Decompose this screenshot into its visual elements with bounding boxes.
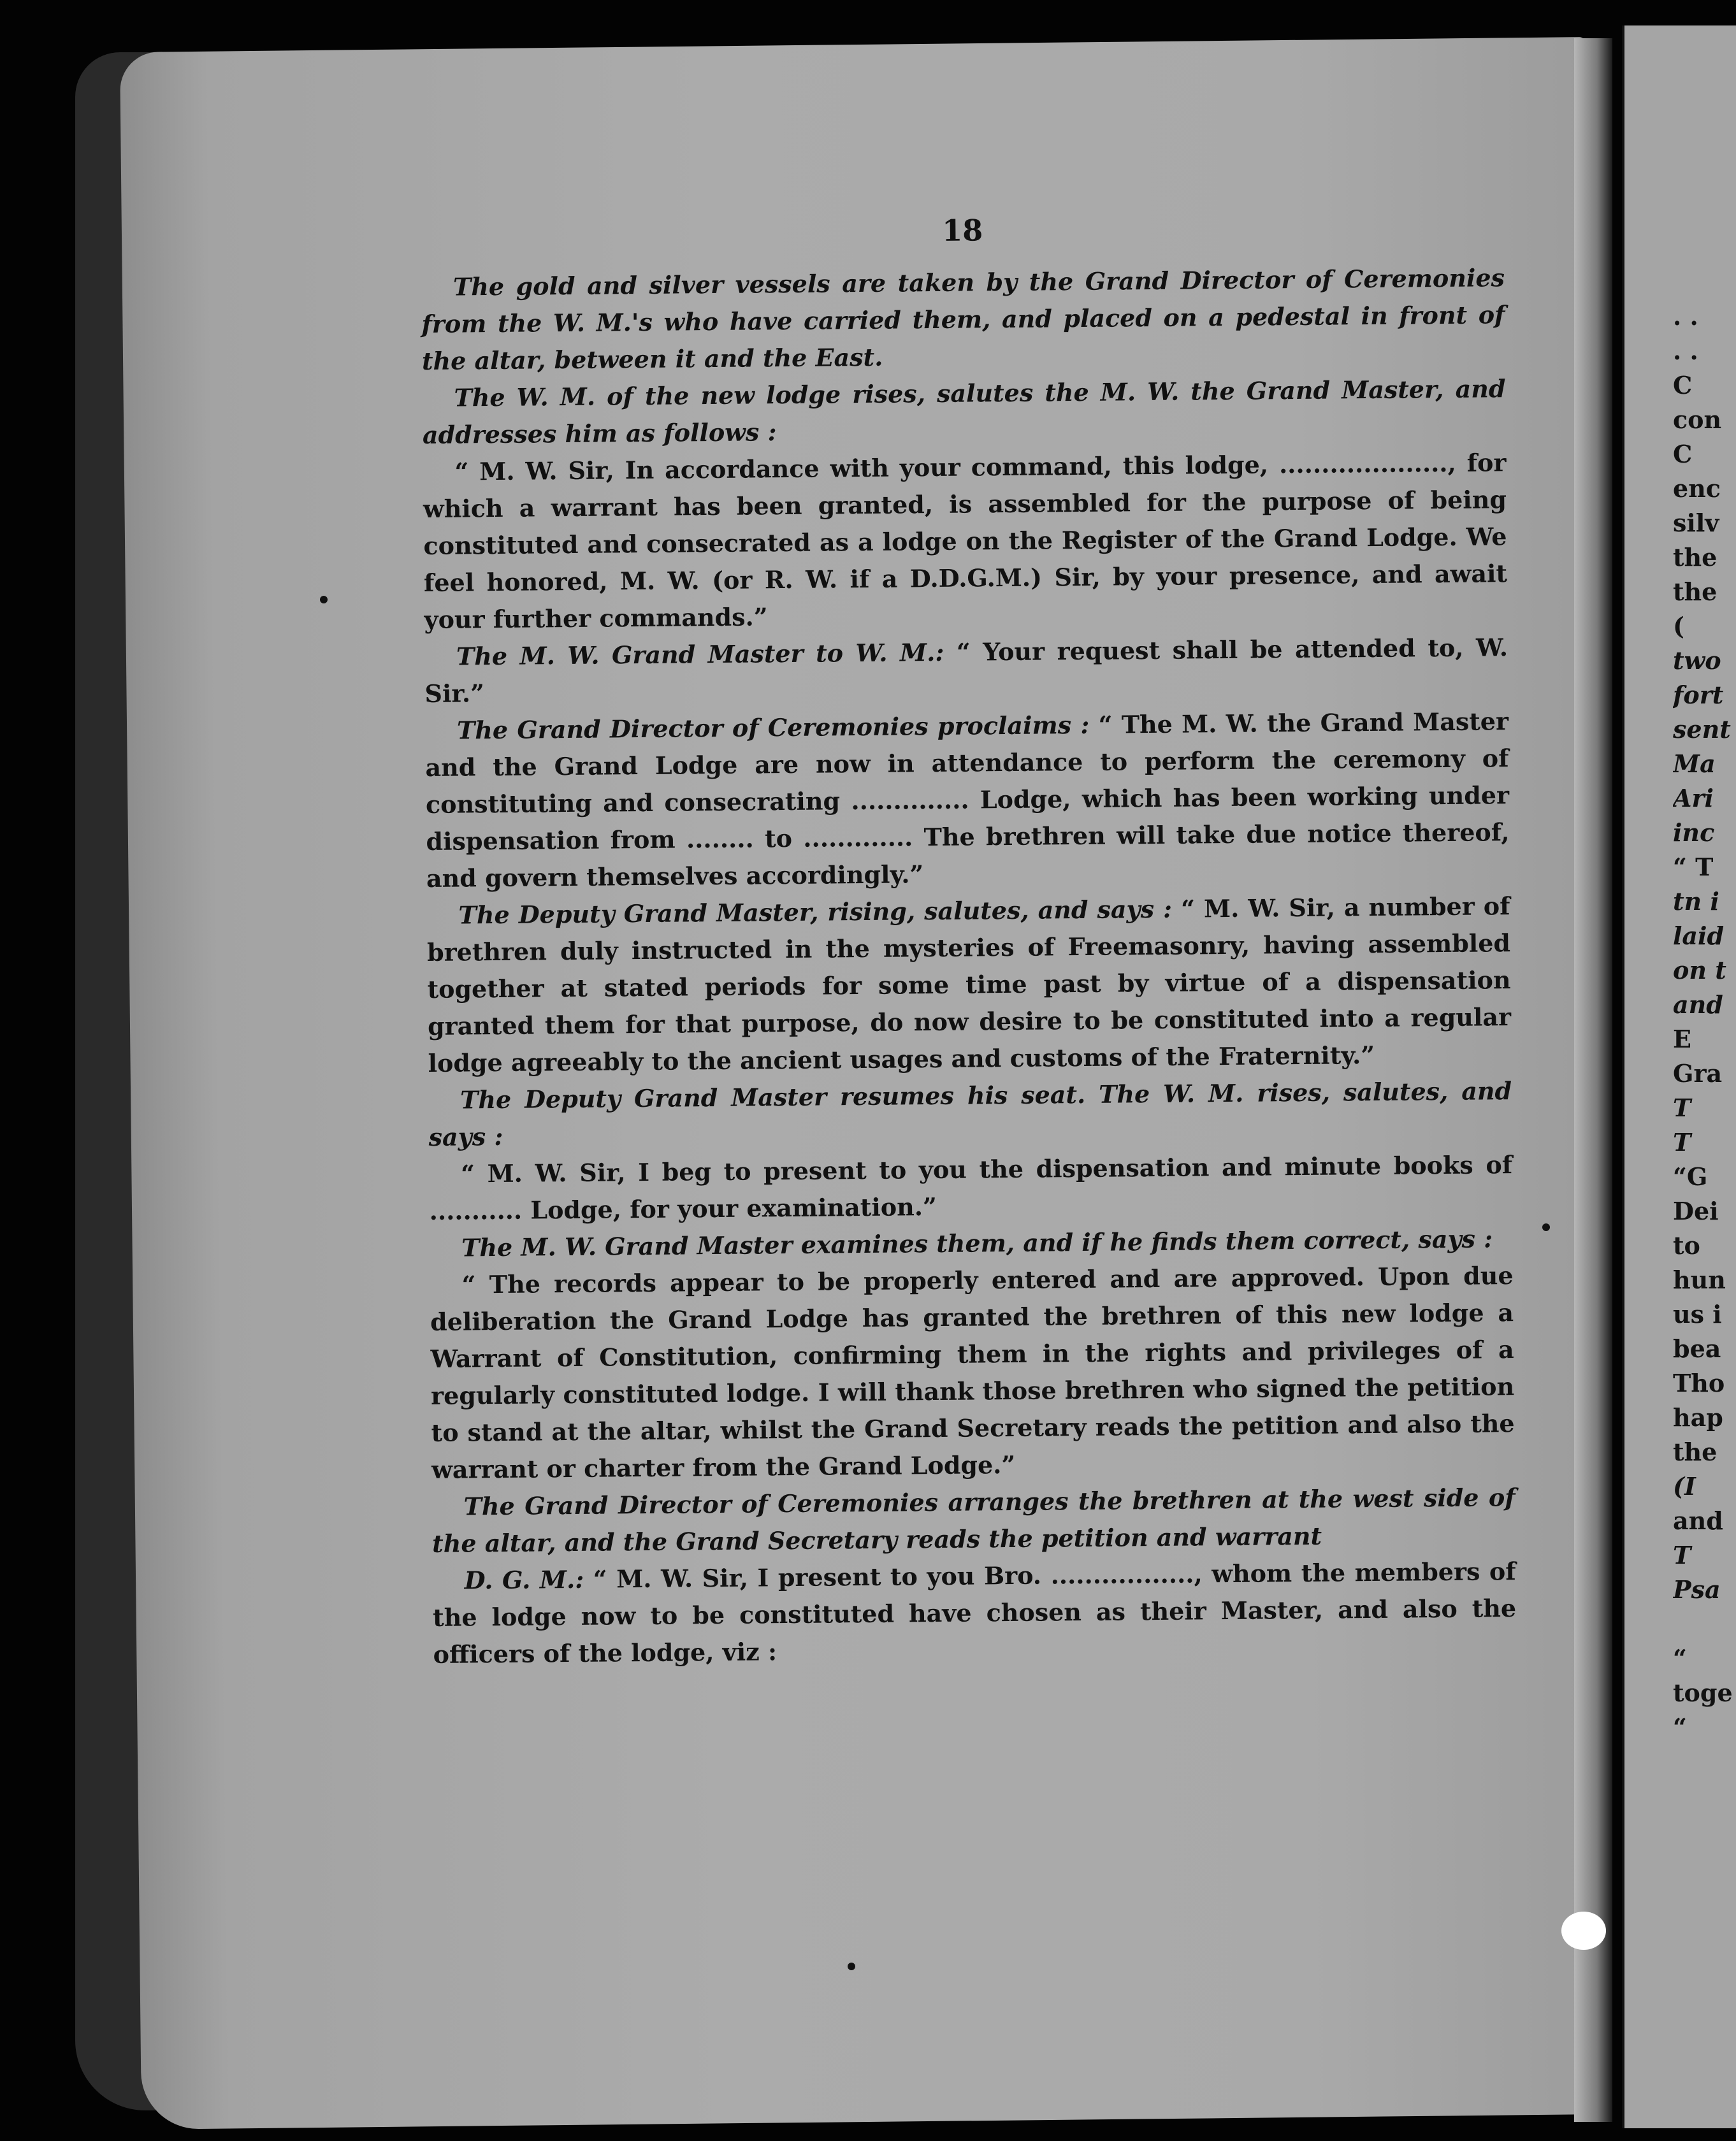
right-page-fragment: Gra [1673,1059,1723,1088]
right-page-fragment: con [1673,405,1722,434]
right-page-fragment: enc [1673,474,1721,503]
stage-direction: The Grand Director of Ceremonies arranges the brethren at the west side of the altar, and the Grand Secretary reads the petition and warrant [431,1483,1515,1558]
page-gutter [1574,38,1612,2122]
right-page-fragment: Ari [1673,784,1714,812]
right-page-fragment: silv [1673,508,1719,537]
speech-text: “ Your request shall be attended to, W. Sir.” [424,633,1508,708]
speech-text: “ M. W. Sir, a number of brethren duly instructed in the mysteries of Freemasonry, having assembled together at stated periods for some time past by virtue of a dispensation granted them for that purpose, do now desire to be constituted into a regular lodge agreeably to the ancient usages and customs of the Fraternity.” [426,891,1512,1078]
stage-direction: The Deputy Grand Master resumes his seat. The W. M. rises, salutes, and says : [428,1076,1512,1151]
right-page-fragment: T [1673,1128,1691,1157]
paragraph [425,703,1510,897]
paragraph: “ M. W. Sir, I beg to present to you the dispensation and minute books of ........... Lodge, for your examination.” [429,1150,1513,1225]
right-page-fragment: . . [1673,302,1698,331]
stage-direction: The W. M. of the new lodge rises, salutes the M. W. the Grand Master, and addresses him as follows : [422,374,1506,449]
right-page-fragment: laid [1673,921,1725,950]
right-page-fragment [1673,1607,1736,1641]
right-page-fragment: Psa [1673,1575,1721,1604]
right-page-fragment: bea [1673,1334,1721,1363]
right-page-fragment: and [1673,990,1723,1019]
right-page-fragment: and [1673,1506,1723,1535]
speaker-direction: The M. W. Grand Master to W. M.: [456,637,944,671]
right-page-fragment: fort [1673,681,1724,709]
right-page-fragment: Ma [1673,749,1716,778]
page-text [421,207,1517,1673]
stray-mark [1542,1223,1550,1231]
white-blot [1561,1912,1606,1950]
right-page-fragment: “ [1673,1713,1687,1741]
right-page-fragment: the [1673,577,1718,606]
right-page-fragment: two [1673,646,1721,675]
speaker-direction: The Grand Director of Ceremonies proclaims : [456,710,1090,745]
right-page-fragment: . . [1673,336,1698,365]
right-page-fragment: sent [1673,715,1731,744]
paragraph [432,1553,1516,1673]
right-page-fragment: on t [1673,956,1726,984]
right-page-fragment: hap [1673,1403,1723,1432]
page-number: 18 [941,213,983,248]
stage-direction: The M. W. Grand Master examines them, and if he finds them correct, says : [461,1224,1493,1262]
right-page-fragment: C [1673,371,1693,400]
paragraph: “ The records appear to be properly entered and are approved. Upon due deliberation the Grand Lodge has granted the brethren of this new lodge a Warrant of Constitution, confirming them in the rights and privileges of a regularly constituted lodge. I will thank those brethren who signed the petition to stand at the altar, whilst the Grand Secretary reads the petition and also the warrant or charter from the Grand Lodge.” [430,1261,1515,1484]
right-page-fragment: us i [1673,1300,1722,1329]
right-page-fragment: the [1673,543,1718,572]
right-page-fragment: Tho [1673,1369,1725,1397]
right-page-fragment: hun [1673,1265,1726,1294]
right-page-fragment: C [1673,440,1693,468]
right-page-fragment: “ [1673,1644,1687,1673]
right-page-fragment: inc [1673,818,1715,847]
right-page-fragment: to [1673,1231,1700,1260]
paragraph [424,629,1508,712]
right-page-text-fragments [1673,299,1736,1745]
paragraph-list [421,259,1517,1673]
right-page-fragment: E [1673,1025,1691,1053]
right-page-fragment: toge [1673,1678,1733,1707]
right-page-fragment: T [1673,1093,1691,1122]
right-page-fragment: ( [1673,612,1684,640]
speaker-direction: D. G. M.: [464,1564,584,1595]
paragraph: “ M. W. Sir, In accordance with your command, this lodge, ...................., for which a warrant has been granted, is assembled for the purpose of being constituted and consecrated as a lodge on the Register of the Grand Lodge. We feel honored, M. W. (or R. W. if a D.D.G.M.) Sir, by your presence, and await your further commands.” [423,448,1508,634]
right-page-fragment: tn i [1673,887,1719,916]
speaker-direction: The Deputy Grand Master, rising, salutes, and says : [458,894,1173,930]
right-page-fragment: “ T [1673,853,1714,881]
stray-mark [320,596,328,603]
stray-mark [848,1963,855,1970]
stage-direction: The gold and silver vessels are taken by the Grand Director of Ceremonies from the W. M.'s who have carried them, and placed on a pedestal in front of the altar, between it and the East. [421,263,1505,375]
right-page-fragment: “G [1673,1162,1708,1191]
speech-text: “ The M. W. the Grand Master and the Grand Lodge are now in attendance to perform the ceremony of constituting and consecrating .............. Lodge, which has been working under dispensation from ........ to ............. The brethren will take due notice thereof, and govern themselves accordingly.” [425,707,1510,893]
paragraph [426,888,1511,1082]
right-page-fragment: T [1673,1541,1691,1569]
right-page-fragment: Dei [1673,1197,1719,1225]
right-page-fragment: the [1673,1438,1718,1466]
speech-text: “ M. W. Sir, I present to you Bro. ................., whom the members of the lodge now to be constituted have chosen as their Master, and also the officers of the lodge, viz : [432,1557,1517,1669]
right-page-fragment: (I [1673,1472,1696,1501]
